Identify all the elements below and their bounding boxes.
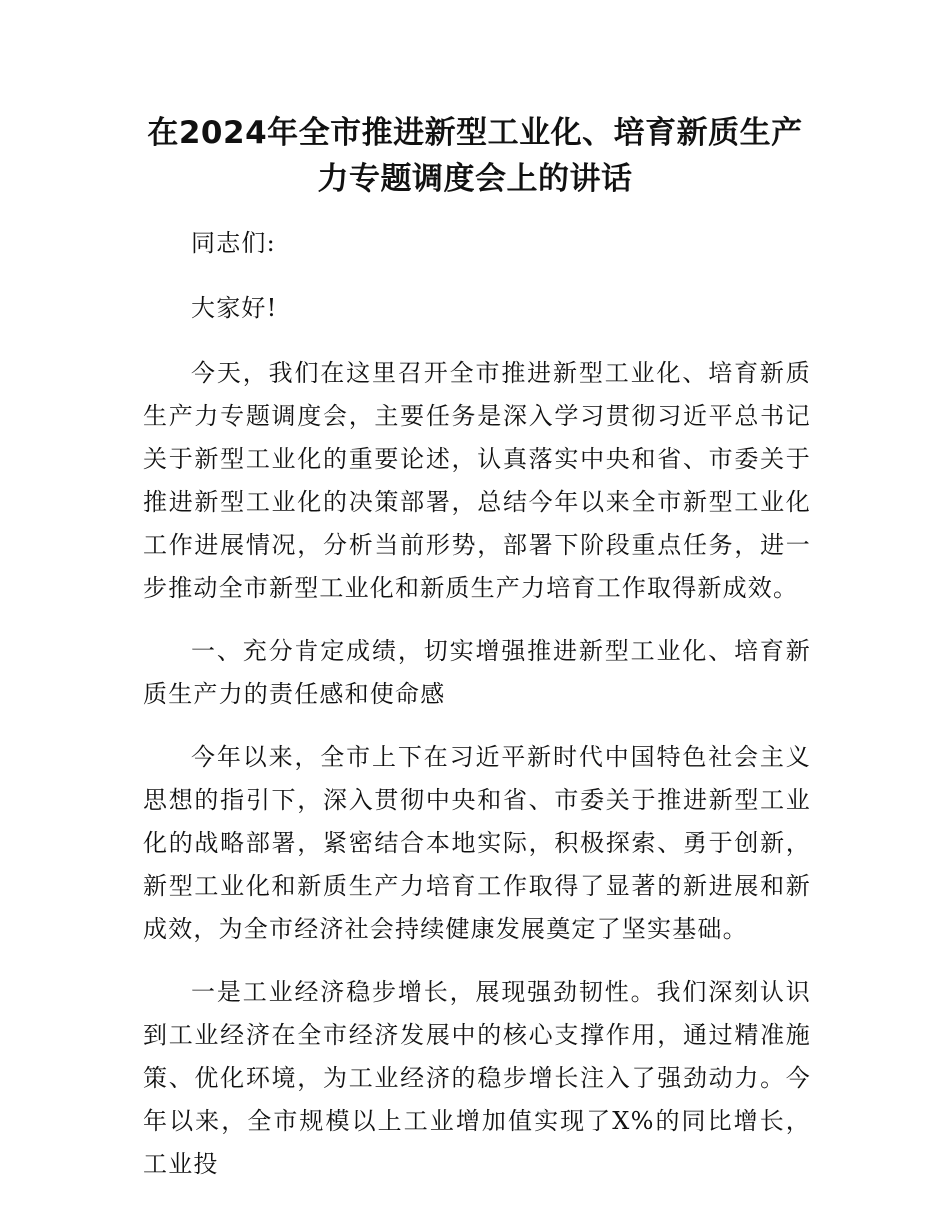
title-line-1: 在2024年全市推进新型工业化、培育新质生产 <box>147 115 803 151</box>
document-title <box>140 110 810 202</box>
section-heading-1: 一、充分肯定成绩，切实增强推进新型工业化、培育新质生产力的责任感和使命感 <box>143 637 811 708</box>
paragraph-intro: 今天，我们在这里召开全市推进新型工业化、培育新质生产力专题调度会，主要任务是深入学习贯彻习近平总书记关于新型工业化的重要论述，认真落实中央和省、市委关于推进新型工业化的决策部署，总结今年以来全市新型工业化工作进展情况，分析当前形势，部署下阶段重点任务，进一步推动全市新型工业化和新质生产力培育工作取得新成效。 <box>143 359 811 602</box>
salutation: 同志们: <box>191 229 276 257</box>
greeting: 大家好! <box>191 294 278 322</box>
document-body <box>143 222 811 1206</box>
paragraph-achievements: 今年以来，全市上下在习近平新时代中国特色社会主义思想的指引下，深入贯彻中央和省、市委关于推进新型工业化的战略部署，紧密结合本地实际，积极探索、勇于创新，新型工业化和新质生产力培育工作取得了显著的新进展和新成效，为全市经济社会持续健康发展奠定了坚实基础。 <box>143 743 811 943</box>
title-line-2: 力专题调度会上的讲话 <box>317 161 633 197</box>
paragraph-industrial-growth: 一是工业经济稳步增长，展现强劲韧性。我们深刻认识到工业经济在全市经济发展中的核心支撑作用，通过精准施策、优化环境，为工业经济的稳步增长注入了强劲动力。今年以来，全市规模以上工业增加值实现了X%的同比增长，工业投 <box>143 978 811 1178</box>
